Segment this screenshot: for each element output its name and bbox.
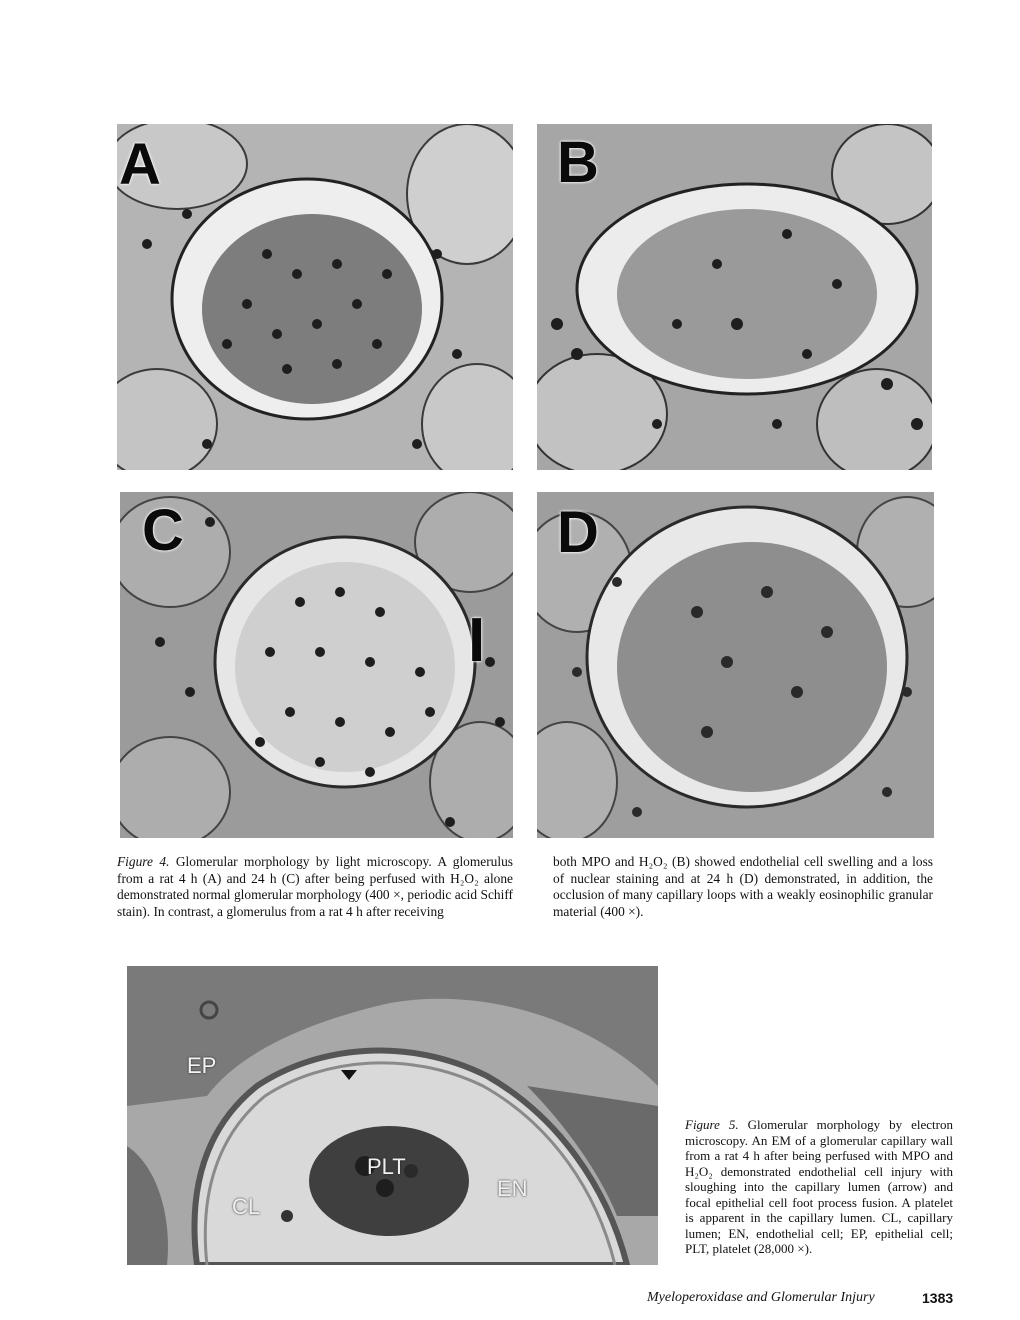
figure4-caption-text: Glomerular morphology by light microscopy. A glomerulus from a rat 4 h (A) and 24 h (C) after being perfused with H₂O₂ alone demonstrated normal glomerular morphology (400 ×, periodic acid Schiff stain). In contrast, a glomerulus from a rat 4 h after receiving: [117, 854, 513, 919]
figure5-caption: [685, 1117, 953, 1257]
panel-a-letter: A: [119, 132, 161, 197]
figure5-caption-lead: Figure 5.: [685, 1117, 739, 1132]
figure5-caption-text: Glomerular morphology by electron microscopy. An EM of a glomerular capillary wall from a rat 4 h after being perfused with MPO and H₂O₂ demonstrated endothelial cell injury with sloughing into the capillary lumen (arrow) and focal epithelial cell foot process fusion. A platelet is apparent in the capillary lumen. CL, capillary lumen; EN, endothelial cell; EP, epithelial cell; PLT, platelet (28,000 ×).: [685, 1117, 953, 1256]
panel-d-letter: D: [557, 500, 599, 565]
panel-c-letter: C: [142, 498, 184, 563]
figure4-panel-c: [120, 492, 513, 838]
panel-b-letter: B: [557, 130, 599, 195]
em-label-ep: EP: [187, 1053, 217, 1078]
running-title: Myeloperoxidase and Glomerular Injury: [647, 1290, 875, 1305]
em-label-plt: PLT: [367, 1154, 406, 1179]
figure5-em-image: [127, 966, 658, 1265]
figure4-panel-d: [537, 492, 934, 838]
em-label-cl: CL: [232, 1194, 261, 1219]
figure4-caption-lead: Figure 4.: [117, 854, 170, 869]
em-micrograph-image: [127, 966, 658, 1265]
figure4-caption-left: [117, 854, 513, 920]
figure4-caption-continued-text: both MPO and H₂O₂ (B) showed endothelial cell swelling and a loss of nuclear staining and at 24 h (D) demonstrated, in addition, the occlusion of many capillary loops with a weakly eosinophilic granular material (400 ×).: [553, 854, 933, 919]
page-number: 1383: [922, 1290, 954, 1306]
panel-a-micrograph-image: [117, 124, 513, 470]
panel-c-marker: I: [468, 606, 486, 675]
figure4-panel-b: [537, 124, 932, 470]
figure4-panel-a: [117, 124, 513, 470]
em-label-en: EN: [497, 1176, 528, 1201]
figure4-caption-right: [553, 854, 933, 920]
